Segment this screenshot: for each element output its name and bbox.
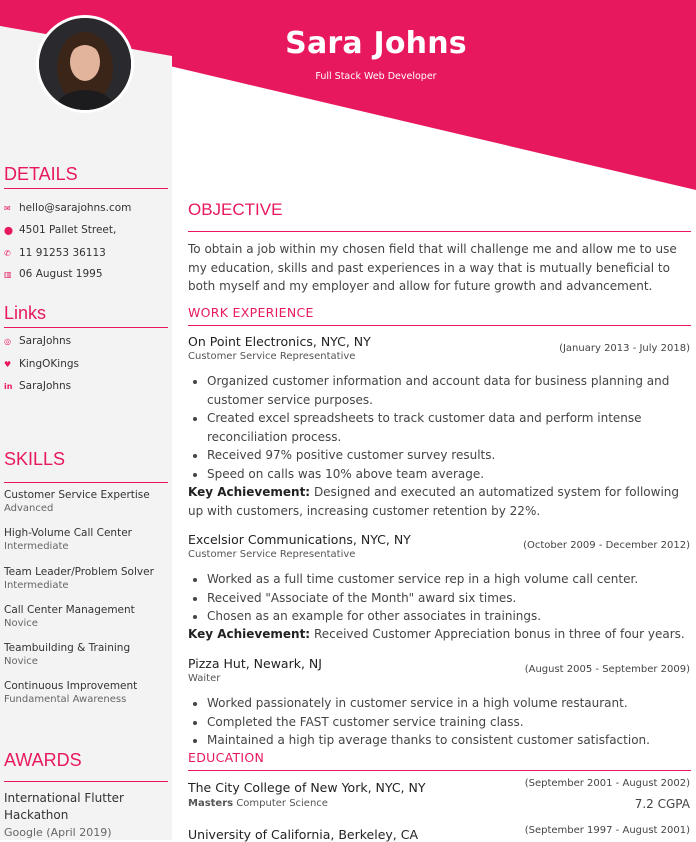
skill-level: Intermediate	[4, 580, 69, 591]
skill-item	[4, 565, 154, 593]
skill-name: Continuous Improvement	[4, 680, 138, 692]
birthday-text: 06 August 1995	[19, 268, 103, 280]
cake-icon: ▥	[4, 269, 12, 279]
list-item: • Created excel spreadsheets to track customer data and perform intense reconciliation process.	[207, 409, 687, 446]
mail-icon: ✉	[4, 203, 11, 213]
job-title: Pizza Hut, Newark, NJ	[188, 656, 322, 671]
birthday-row	[4, 268, 103, 280]
job-achievement	[188, 625, 691, 644]
links-divider	[4, 327, 168, 328]
skill-level: Advanced	[4, 503, 54, 514]
award-meta: Google (April 2019)	[4, 826, 112, 839]
link-twitter[interactable]	[4, 358, 79, 370]
skills-divider	[4, 482, 168, 483]
education-dates: (September 1997 - August 2001)	[524, 825, 690, 836]
list-item: • Maintained a high tip average thanks to consistent customer satisfaction.	[207, 731, 687, 750]
achievement-label: Key Achievement:	[188, 627, 311, 641]
link-twitter-text: KingOKings	[19, 358, 79, 370]
skill-item	[4, 603, 135, 631]
skill-item	[4, 526, 132, 554]
gpa: 7.2 CGPA	[634, 797, 690, 811]
list-item: • Organized customer information and account data for business planning and customer service purposes.	[207, 372, 687, 409]
job-title: On Point Electronics, NYC, NY	[188, 334, 371, 349]
skill-name: Call Center Management	[4, 604, 135, 616]
skill-item	[4, 679, 137, 707]
job-dates: (January 2013 - July 2018)	[559, 343, 690, 354]
skill-name: Teambuilding & Training	[4, 642, 131, 654]
skill-name: Team Leader/Problem Solver	[4, 566, 154, 578]
skill-level: Intermediate	[4, 541, 69, 552]
school-name: University of California, Berkeley, CA	[188, 827, 419, 842]
skill-level: Novice	[4, 618, 38, 629]
phone-text: 11 91253 36113	[19, 247, 106, 259]
location-icon: ⬤	[4, 225, 13, 235]
address-text: 4501 Pallet Street,	[19, 224, 117, 236]
job-bullets	[188, 570, 687, 626]
list-item: • Speed on calls was 10% above team average.	[207, 465, 687, 484]
award-item	[4, 790, 154, 841]
education-degree-line	[188, 798, 328, 809]
list-item: • Received 97% positive customer survey results.	[207, 446, 687, 465]
dribbble-icon: ◎	[4, 336, 11, 346]
achievement-text: Designed and executed an automatized system for following up with customers, increasing customer retention by 22%.	[188, 485, 680, 518]
twitter-icon: ♥	[4, 359, 12, 369]
details-heading: DETAILS	[4, 164, 78, 184]
details-divider	[4, 188, 168, 189]
profile-photo	[36, 15, 134, 113]
achievement-text: Received Customer Appreciation bonus in three of four years.	[313, 627, 685, 641]
work-heading: WORK EXPERIENCE	[188, 305, 314, 320]
skill-name: Customer Service Expertise	[4, 489, 150, 501]
link-dribbble-text: SaraJohns	[19, 335, 72, 347]
job-position: Customer Service Representative	[188, 549, 356, 560]
degree: Masters	[188, 798, 234, 809]
achievement-label: Key Achievement:	[188, 485, 311, 499]
objective-text: To obtain a job within my chosen field that will challenge me and allow me to use my education, skills and past experiences in a way that is mutually beneficial to both myself and my employer and allow for future growth and advancement.	[188, 242, 677, 293]
work-divider	[188, 325, 691, 326]
objective-divider	[188, 231, 691, 232]
link-linkedin-text: SaraJohns	[19, 380, 72, 392]
skill-level: Fundamental Awareness	[4, 694, 127, 705]
field-of-study: Computer Science	[236, 798, 328, 809]
awards-heading: AWARDS	[4, 750, 82, 770]
education-divider	[188, 770, 691, 771]
job-achievement	[188, 483, 691, 520]
phone-icon: ✆	[4, 248, 11, 258]
skill-item	[4, 488, 150, 516]
job-dates: (August 2005 - September 2009)	[524, 664, 690, 675]
awards-divider	[4, 781, 168, 782]
education-heading: EDUCATION	[188, 750, 265, 765]
candidate-role: Full Stack Web Developer	[315, 71, 437, 82]
links-heading: Links	[4, 303, 47, 323]
link-linkedin[interactable]	[4, 380, 71, 392]
skill-level: Novice	[4, 656, 38, 667]
skills-heading: SKILLS	[4, 449, 66, 469]
job-bullets	[188, 372, 687, 483]
skill-item	[4, 641, 130, 669]
job-position: Customer Service Representative	[188, 351, 356, 362]
address-row	[4, 224, 116, 236]
job-position: Waiter	[188, 673, 221, 684]
education-dates: (September 2001 - August 2002)	[524, 778, 690, 789]
job-bullets	[188, 694, 687, 750]
email-row[interactable]	[4, 202, 131, 214]
objective-heading: OBJECTIVE	[188, 200, 283, 219]
job-title: Excelsior Communications, NYC, NY	[188, 532, 411, 547]
list-item: • Worked passionately in customer service in a high volume restaurant.	[207, 694, 687, 713]
job-dates: (October 2009 - December 2012)	[523, 540, 690, 551]
list-item: • Received "Associate of the Month" award six times.	[207, 589, 687, 608]
email-text: hello@sarajohns.com	[19, 202, 132, 214]
link-dribbble[interactable]	[4, 335, 71, 347]
award-title: International Flutter Hackathon	[4, 791, 124, 822]
list-item: • Chosen as an example for other associates in trainings.	[207, 607, 687, 626]
candidate-name: Sara Johns	[285, 26, 467, 61]
linkedin-icon: in	[4, 381, 13, 391]
skill-name: High-Volume Call Center	[4, 527, 132, 539]
school-name: The City College of New York, NYC, NY	[188, 780, 426, 795]
list-item: • Completed the FAST customer service training class.	[207, 713, 687, 732]
list-item: • Worked as a full time customer service rep in a high volume call center.	[207, 570, 687, 589]
phone-row[interactable]	[4, 247, 106, 259]
